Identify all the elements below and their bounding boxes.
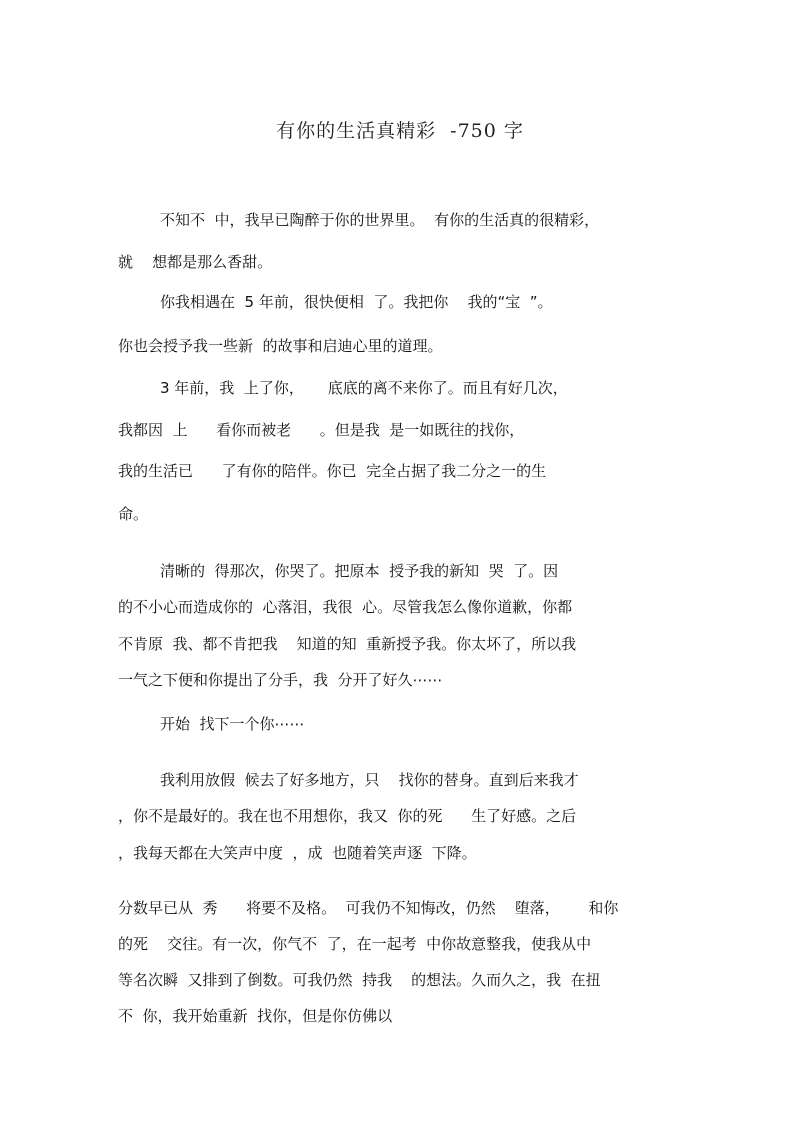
text-line: 你也会授予我一些新 的故事和启迪心里的道理。	[118, 337, 443, 355]
document-title: 有你的生活真精彩 -750 字	[276, 120, 524, 142]
text-line: 不肯原 我、都不肯把我 知道的知 重新授予我。你太坏了，所以我	[118, 635, 577, 653]
text-line: 不 你，我开始重新 找你，但是你仿佛以	[118, 1007, 393, 1025]
text-line: 我的生活已 了有你的陪伴。你已 完全占据了我二分之一的生	[118, 462, 547, 480]
text-line: 的不小心而造成你的 心落泪，我很 心。尽管我怎么像你道歉，你都	[118, 598, 573, 616]
text-line: ，你不是最好的。我在也不用想你，我又 你的死 生了好感。之后	[118, 807, 577, 825]
text-line: 的死 交往。有一次，你气不 了，在一起考 中你故意整我，使我从中	[118, 935, 592, 953]
text-line: 开始 找下一个你⋯⋯	[160, 715, 305, 733]
text-line: 你我相遇在 5 年前，很快便相 了。我把你 我的“宝 ”。	[160, 293, 553, 311]
text-line: 分数早已从 秀 将要不及格。 可我仍不知悔改，仍然 堕落， 和你	[118, 899, 619, 917]
text-line: 3 年前，我 上了你， 底底的离不来你了。而且有好几次，	[160, 379, 568, 397]
text-line: 等名次瞬 又排到了倒数。可我仍然 持我 的想法。久而久之，我 在扭	[118, 971, 601, 989]
text-line: 不知不 中，我早已陶醉于你的世界里。 有你的生活真的很精彩，	[160, 211, 600, 229]
text-line: 一气之下便和你提出了分手，我 分开了好久⋯⋯	[118, 671, 443, 689]
text-line: 就 想都是那么香甜。	[118, 253, 273, 271]
text-line: 命。	[118, 505, 149, 523]
text-line: 清晰的 得那次，你哭了。把原本 授予我的新知 哭 了。因	[160, 562, 559, 580]
text-line: ，我每天都在大笑声中度 ，成 也随着笑声逐 下降。	[118, 844, 477, 862]
text-line: 我都因 上 看你而被老 。但是我 是一如既往的找你，	[118, 421, 525, 439]
text-line: 我利用放假 候去了好多地方，只 找你的替身。直到后来我才	[160, 771, 579, 789]
